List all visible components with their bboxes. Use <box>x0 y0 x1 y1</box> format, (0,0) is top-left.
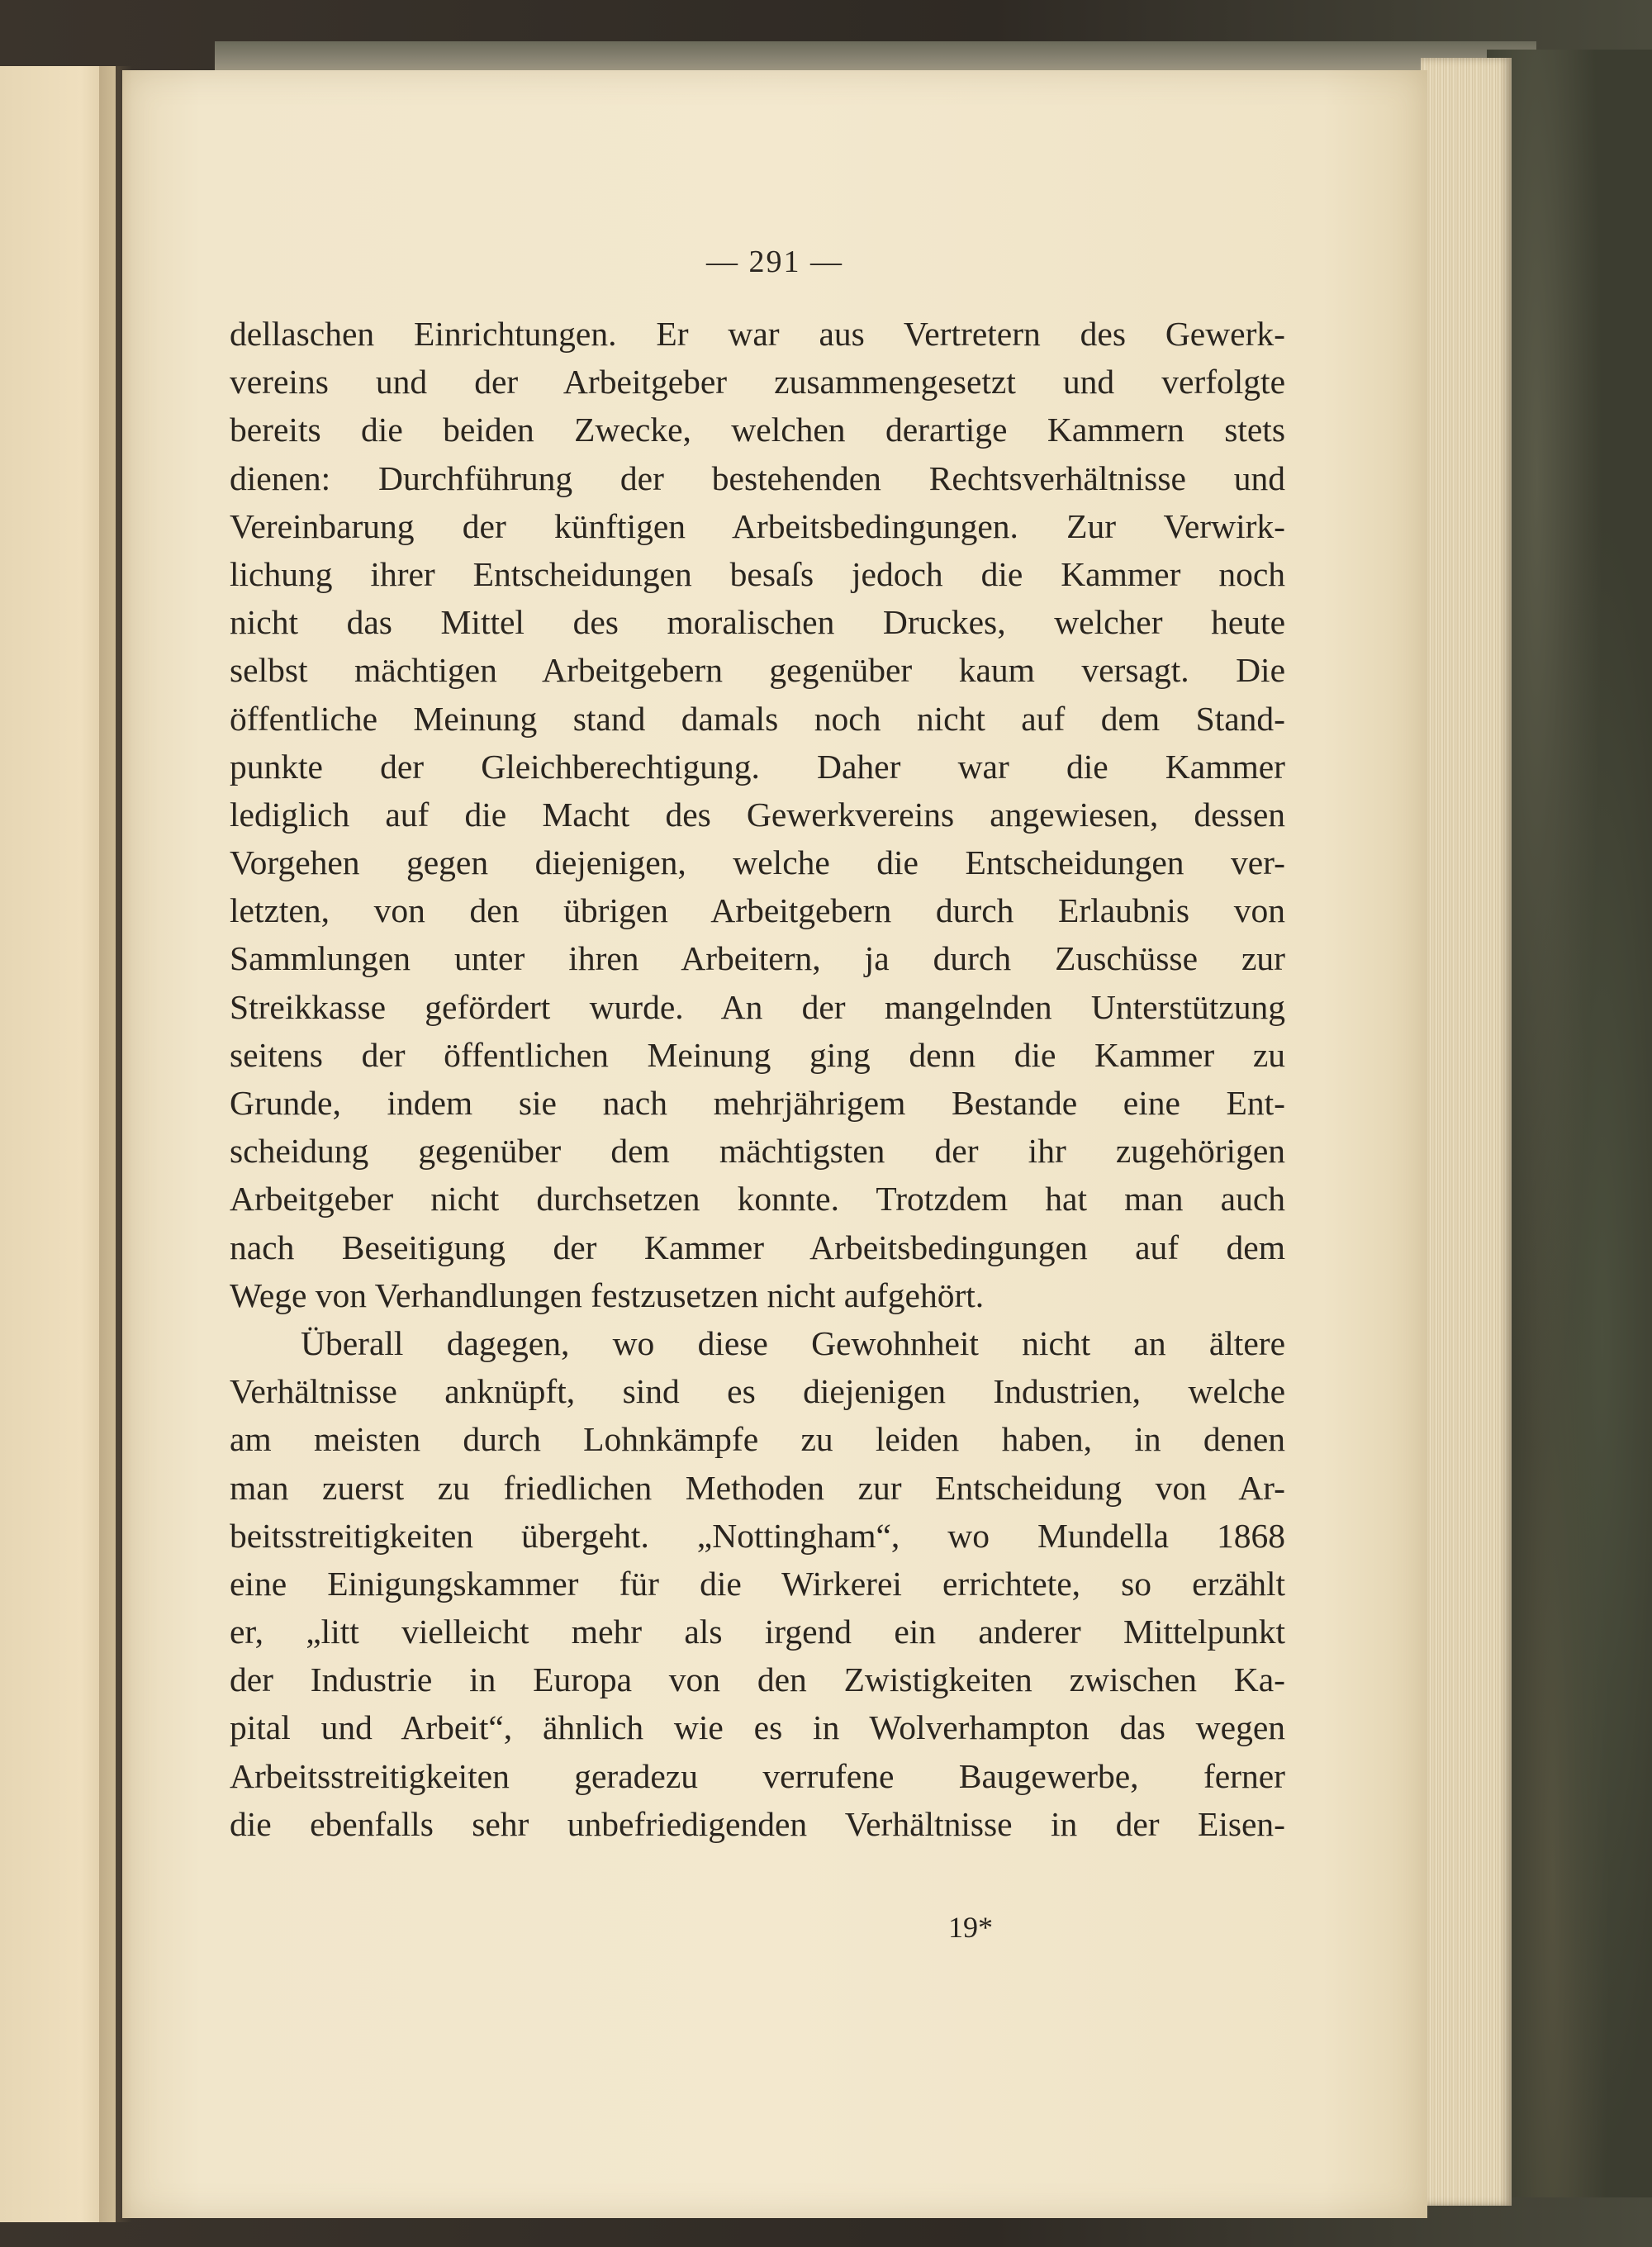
text-line: seitens der öffentlichen Meinung ging denn die Kammer zu <box>230 1035 1285 1074</box>
text-line: lediglich auf die Macht des Gewerkvereins angewiesen, dessen <box>230 795 1285 834</box>
text-line: Grunde, indem sie nach mehrjährigem Bestande eine Ent- <box>230 1084 1285 1122</box>
text-line: Vereinbarung der künftigen Arbeitsbedingungen. Zur Verwirk- <box>230 506 1285 545</box>
text-line: Verhältnisse anknüpft, sind es diejenigen Industrien, welche <box>230 1372 1285 1411</box>
text-line: dellaschen Einrichtungen. Er war aus Vertretern des Gewerk- <box>230 315 1285 353</box>
text-line: am meisten durch Lohnkämpfe zu leiden haben, in denen <box>230 1420 1285 1459</box>
text-line: scheidung gegenüber dem mächtigsten der ihr zugehörigen <box>230 1132 1285 1171</box>
text-line: Arbeitsstreitigkeiten geradezu verrufene Baugewerbe, ferner <box>230 1756 1285 1795</box>
text-line: pital und Arbeit“, ähnlich wie es in Wolverhampton das wegen <box>230 1708 1285 1747</box>
signature-mark: 19* <box>948 1911 993 1944</box>
left-facing-page <box>0 66 116 2222</box>
text-line: Überall dagegen, wo diese Gewohnheit nicht an ältere <box>301 1323 1285 1362</box>
text-line: Arbeitgeber nicht durchsetzen konnte. Trotzdem hat man auch <box>230 1180 1285 1219</box>
text-line: Vorgehen gegen diejenigen, welche die Entscheidungen ver- <box>230 843 1285 882</box>
text-line: die ebenfalls sehr unbefriedigenden Verhältnisse in der Eisen- <box>230 1804 1285 1843</box>
text-line: nach Beseitigung der Kammer Arbeitsbedingungen auf dem <box>230 1228 1285 1266</box>
body-text <box>230 310 1285 1848</box>
text-line: der Industrie in Europa von den Zwistigkeiten zwischen Ka- <box>230 1660 1285 1699</box>
page-edges-stack <box>1421 58 1512 2206</box>
text-line: punkte der Gleichberechtigung. Daher war die Kammer <box>230 747 1285 786</box>
text-line: öffentliche Meinung stand damals noch nicht auf dem Stand- <box>230 699 1285 738</box>
text-line: selbst mächtigen Arbeitgebern gegenüber kaum versagt. Die <box>230 651 1285 690</box>
text-line: bereits die beiden Zwecke, welchen derartige Kammern stets <box>230 411 1285 449</box>
text-line: lichung ihrer Entscheidungen besaſs jedoch die Kammer noch <box>230 554 1285 593</box>
text-line: Wege von Verhandlungen festzusetzen nicht aufgehört. <box>230 1276 985 1314</box>
text-line: er, „litt vielleicht mehr als irgend ein anderer Mittelpunkt <box>230 1613 1285 1651</box>
book-cover-right-board <box>1487 50 1652 2197</box>
text-line: eine Einigungskammer für die Wirkerei errichtete, so erzählt <box>230 1564 1285 1603</box>
book-page <box>122 70 1427 2218</box>
text-line: vereins und der Arbeitgeber zusammengesetzt und verfolgte <box>230 363 1285 401</box>
text-line: Streikkasse gefördert wurde. An der mangelnden Unterstützung <box>230 987 1285 1026</box>
text-line: dienen: Durchführung der bestehenden Rechtsverhältnisse und <box>230 458 1285 497</box>
text-line: man zuerst zu friedlichen Methoden zur Entscheidung von Ar- <box>230 1468 1285 1507</box>
text-line: nicht das Mittel des moralischen Druckes, welcher heute <box>230 603 1285 642</box>
page-gutter-shadow <box>99 66 132 2222</box>
page-number: — 291 — <box>706 245 843 279</box>
text-line: beitsstreitigkeiten übergeht. „Nottingham“, wo Mundella 1868 <box>230 1516 1285 1555</box>
text-line: letzten, von den übrigen Arbeitgebern durch Erlaubnis von <box>230 891 1285 930</box>
book-cover-top-edge <box>215 41 1536 74</box>
text-line: Sammlungen unter ihren Arbeitern, ja durch Zuschüsse zur <box>230 939 1285 978</box>
